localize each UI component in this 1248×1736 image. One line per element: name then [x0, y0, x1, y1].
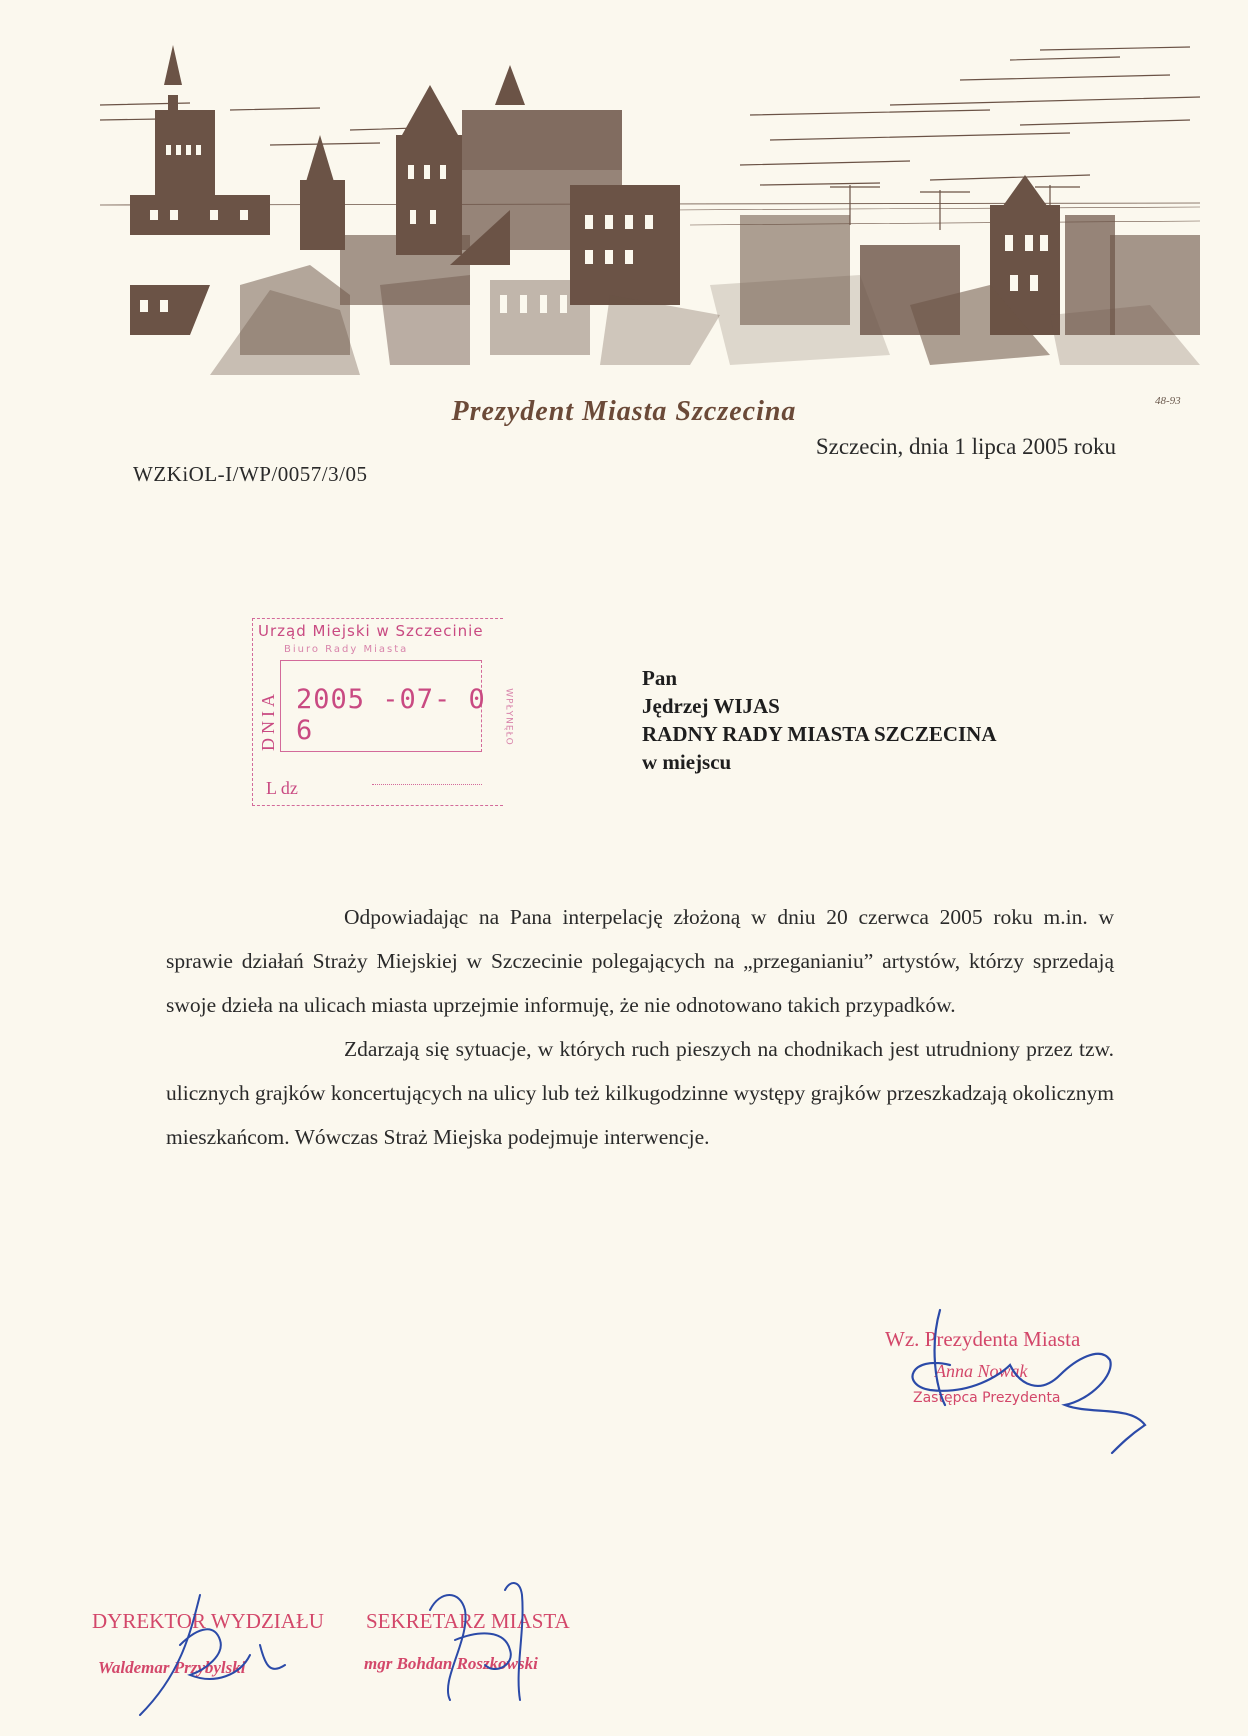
secretary-handwritten-signature [410, 1570, 570, 1710]
stamp-side-label: WPŁYNĘŁO [503, 688, 514, 746]
stamp-dnia-label: DNIA [258, 690, 278, 751]
place-date: Szczecin, dnia 1 lipca 2005 roku [815, 434, 1116, 459]
president-signature-name: Anna Nowak [935, 1361, 1028, 1381]
president-signature-on-behalf: Wz. Prezydenta Miasta [885, 1327, 1081, 1351]
stamp-ldz-label: L dz [266, 778, 298, 798]
secretary-signature-title: SEKRETARZ MIASTA [366, 1609, 570, 1633]
body-paragraph-2: Zdarzają się sytuacje, w których ruch pieszych na chodnikach jest utrudniony przez tzw. ulicznych grajków koncertujących na ulicy lub też kilkugodzinne występy grajków przeszkadzają okolicznym mieszkańcom. Wówczas Straż Miejska podejmuje interwencje. [166, 1037, 1114, 1149]
body-paragraph-1: Odpowiadając na Pana interpelację złożoną w dniu 20 czerwca 2005 roku m.in. w sprawie działań Straży Miejskiej w Szczecinie polegających na „przeganianiu” artystów, którzy sprzedają swoje dzieła na ulicach miasta uprzejmie informuję, że nie odnotowano takich przypadków. [166, 905, 1114, 1017]
stamp-ldz-line [372, 784, 482, 785]
artist-mark: 48-93 [1155, 395, 1181, 407]
city-panorama-illustration [90, 35, 1220, 395]
stamp-office-name: Urząd Miejski w Szczecinie [258, 622, 484, 640]
director-handwritten-signature [120, 1585, 300, 1725]
stamp-bureau-name: Biuro Rady Miasta [284, 644, 409, 655]
reference-number: WZKiOL-I/WP/0057/3/05 [133, 462, 368, 486]
addressee-block [642, 664, 997, 776]
addressee-position: RADNY RADY MIASTA SZCZECINA [642, 722, 997, 746]
letter-body [166, 895, 1114, 1159]
secretary-signature-name: mgr Bohdan Roszkowski [364, 1654, 538, 1673]
stamp-date: 2005 -07- 0 6 [296, 684, 486, 746]
received-stamp [252, 618, 514, 808]
addressee-location: w miejscu [642, 750, 732, 774]
addressee-salutation: Pan [642, 666, 678, 690]
letterhead-title: Prezydent Miasta Szczecina [451, 396, 797, 427]
director-signature-title: DYREKTOR WYDZIAŁU [92, 1609, 324, 1633]
president-handwritten-signature [890, 1305, 1150, 1455]
president-signature-role: Zastępca Prezydenta [913, 1390, 1061, 1406]
director-signature-name: Waldemar Przybylski [98, 1658, 246, 1677]
addressee-name: Jędrzej WIJAS [642, 694, 780, 718]
